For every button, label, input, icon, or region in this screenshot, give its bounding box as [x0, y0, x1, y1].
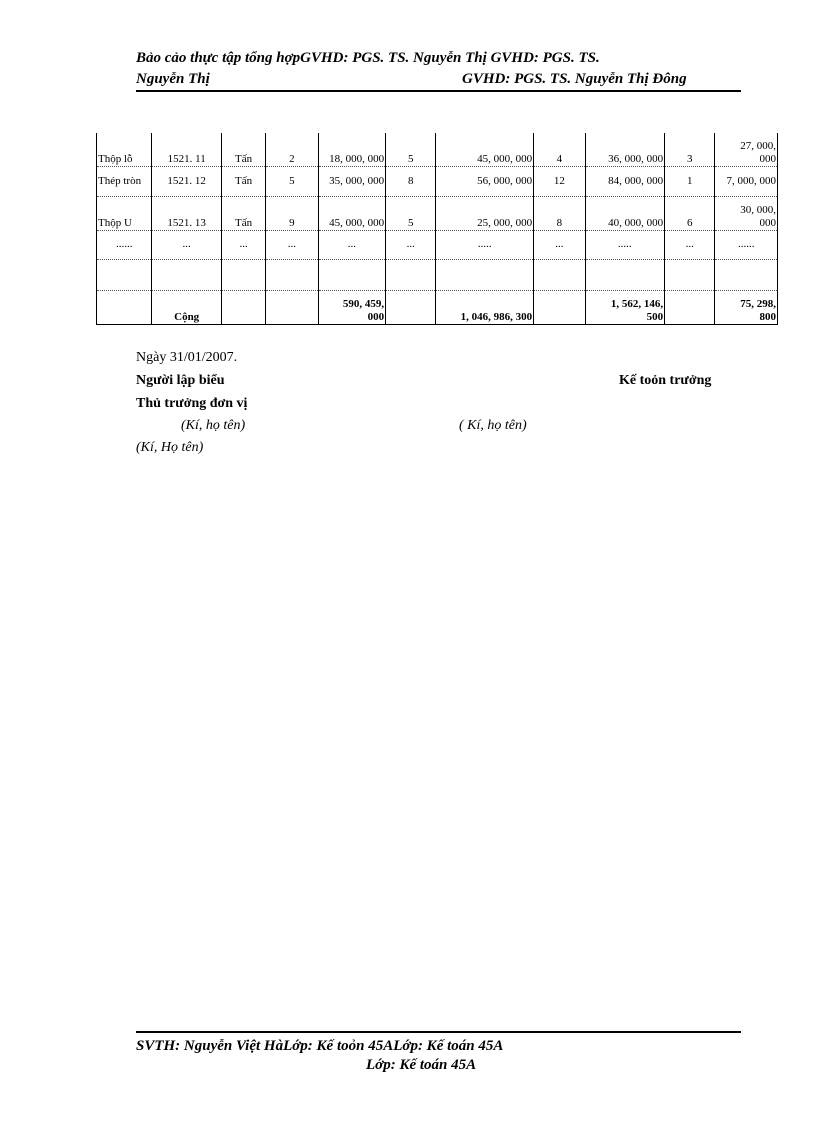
unit: Tấn [221, 133, 265, 166]
material-name: Thép tròn [97, 166, 152, 196]
table-row-empty [97, 259, 778, 290]
inventory-table [96, 133, 778, 325]
qty-in: 5 [386, 196, 436, 230]
qty-opening: 2 [266, 133, 318, 166]
ellipsis-cell: ...... [97, 230, 152, 259]
table-row [97, 133, 778, 166]
total-in: 1, 046, 986, 300 [436, 290, 534, 324]
total-part: 75, 298, [740, 297, 776, 310]
header-divider [136, 90, 741, 92]
value-in: 25, 000, 000 [436, 196, 534, 230]
total-out [585, 290, 665, 324]
value-opening: 45, 000, 000 [318, 196, 385, 230]
table-row [97, 196, 778, 230]
ellipsis-cell: ... [152, 230, 222, 259]
value-out: 36, 000, 000 [585, 133, 665, 166]
qty-out: 12 [534, 166, 585, 196]
ellipsis-cell: ... [318, 230, 385, 259]
value-in: 45, 000, 000 [436, 133, 534, 166]
value-opening: 18, 000, 000 [318, 133, 385, 166]
qty-in: 8 [386, 166, 436, 196]
total-part: 500 [646, 310, 664, 323]
qty-opening: 9 [266, 196, 318, 230]
material-code: 1521. 11 [152, 133, 222, 166]
ellipsis-cell: ..... [436, 230, 534, 259]
value-closing-part: 000 [759, 152, 776, 165]
total-part: 590, 459, [342, 297, 385, 310]
signature-note: (Kí, Họ tên) [136, 440, 204, 455]
ellipsis-cell: ...... [715, 230, 778, 259]
preparer-label: Người lập biểu [136, 373, 225, 388]
qty-out: 8 [534, 196, 585, 230]
ellipsis-cell: ..... [585, 230, 665, 259]
value-closing-part: 30, 000, [740, 203, 776, 216]
header-title: Bảo cảo thực tập tổng hợpGVHD: PGS. TS. Nguyễn Thị GVHD: PGS. TS. [136, 50, 600, 66]
ellipsis-cell: ... [266, 230, 318, 259]
header-author: Nguyễn Thị [136, 71, 210, 87]
value-closing-part: 27, 000, [740, 139, 776, 152]
value-in: 56, 000, 000 [436, 166, 534, 196]
material-name: Thộp U [97, 196, 152, 230]
qty-in: 5 [386, 133, 436, 166]
value-out: 84, 000, 000 [585, 166, 665, 196]
unit: Tấn [221, 166, 265, 196]
total-label: Cộng [152, 290, 222, 324]
total-closing [715, 290, 778, 324]
material-code: 1521. 13 [152, 196, 222, 230]
table-total-row [97, 290, 778, 324]
report-date: Ngày 31/01/2007. [136, 350, 238, 365]
ellipsis-cell: ... [221, 230, 265, 259]
value-closing [715, 196, 778, 230]
signature-note: ( Kí, họ tên) [459, 418, 527, 433]
material-name: Thộp lỗ [97, 133, 152, 166]
qty-closing: 1 [665, 166, 715, 196]
total-part: 000 [367, 310, 385, 323]
material-code: 1521. 12 [152, 166, 222, 196]
total-part: 800 [759, 310, 776, 323]
ellipsis-cell: ... [386, 230, 436, 259]
footer-student: SVTH: Nguyễn Việt HàLớp: Kế toỏn 45ALớp: Kế toán 45A [136, 1038, 504, 1054]
qty-out: 4 [534, 133, 585, 166]
value-out: 40, 000, 000 [585, 196, 665, 230]
value-closing [715, 133, 778, 166]
ellipsis-cell: ... [665, 230, 715, 259]
head-of-unit-label: Thủ trưởng đơn vị [136, 396, 248, 411]
qty-closing: 3 [665, 133, 715, 166]
chief-accountant-label: Kế toỏn trưởng [619, 373, 712, 388]
signature-note: (Kí, họ tên) [181, 418, 246, 433]
value-closing: 7, 000, 000 [715, 166, 778, 196]
qty-closing: 6 [665, 196, 715, 230]
value-closing-part: 000 [759, 216, 776, 229]
footer-class: Lớp: Kế toán 45A [366, 1057, 477, 1073]
total-part: 1, 562, 146, [610, 297, 664, 310]
table-row [97, 230, 778, 259]
unit: Tấn [221, 196, 265, 230]
ellipsis-cell: ... [534, 230, 585, 259]
footer-divider [136, 1031, 741, 1033]
total-opening [318, 290, 385, 324]
qty-opening: 5 [266, 166, 318, 196]
value-opening: 35, 000, 000 [318, 166, 385, 196]
table-row [97, 166, 778, 196]
header-supervisor: GVHD: PGS. TS. Nguyễn Thị Đông [462, 71, 687, 87]
